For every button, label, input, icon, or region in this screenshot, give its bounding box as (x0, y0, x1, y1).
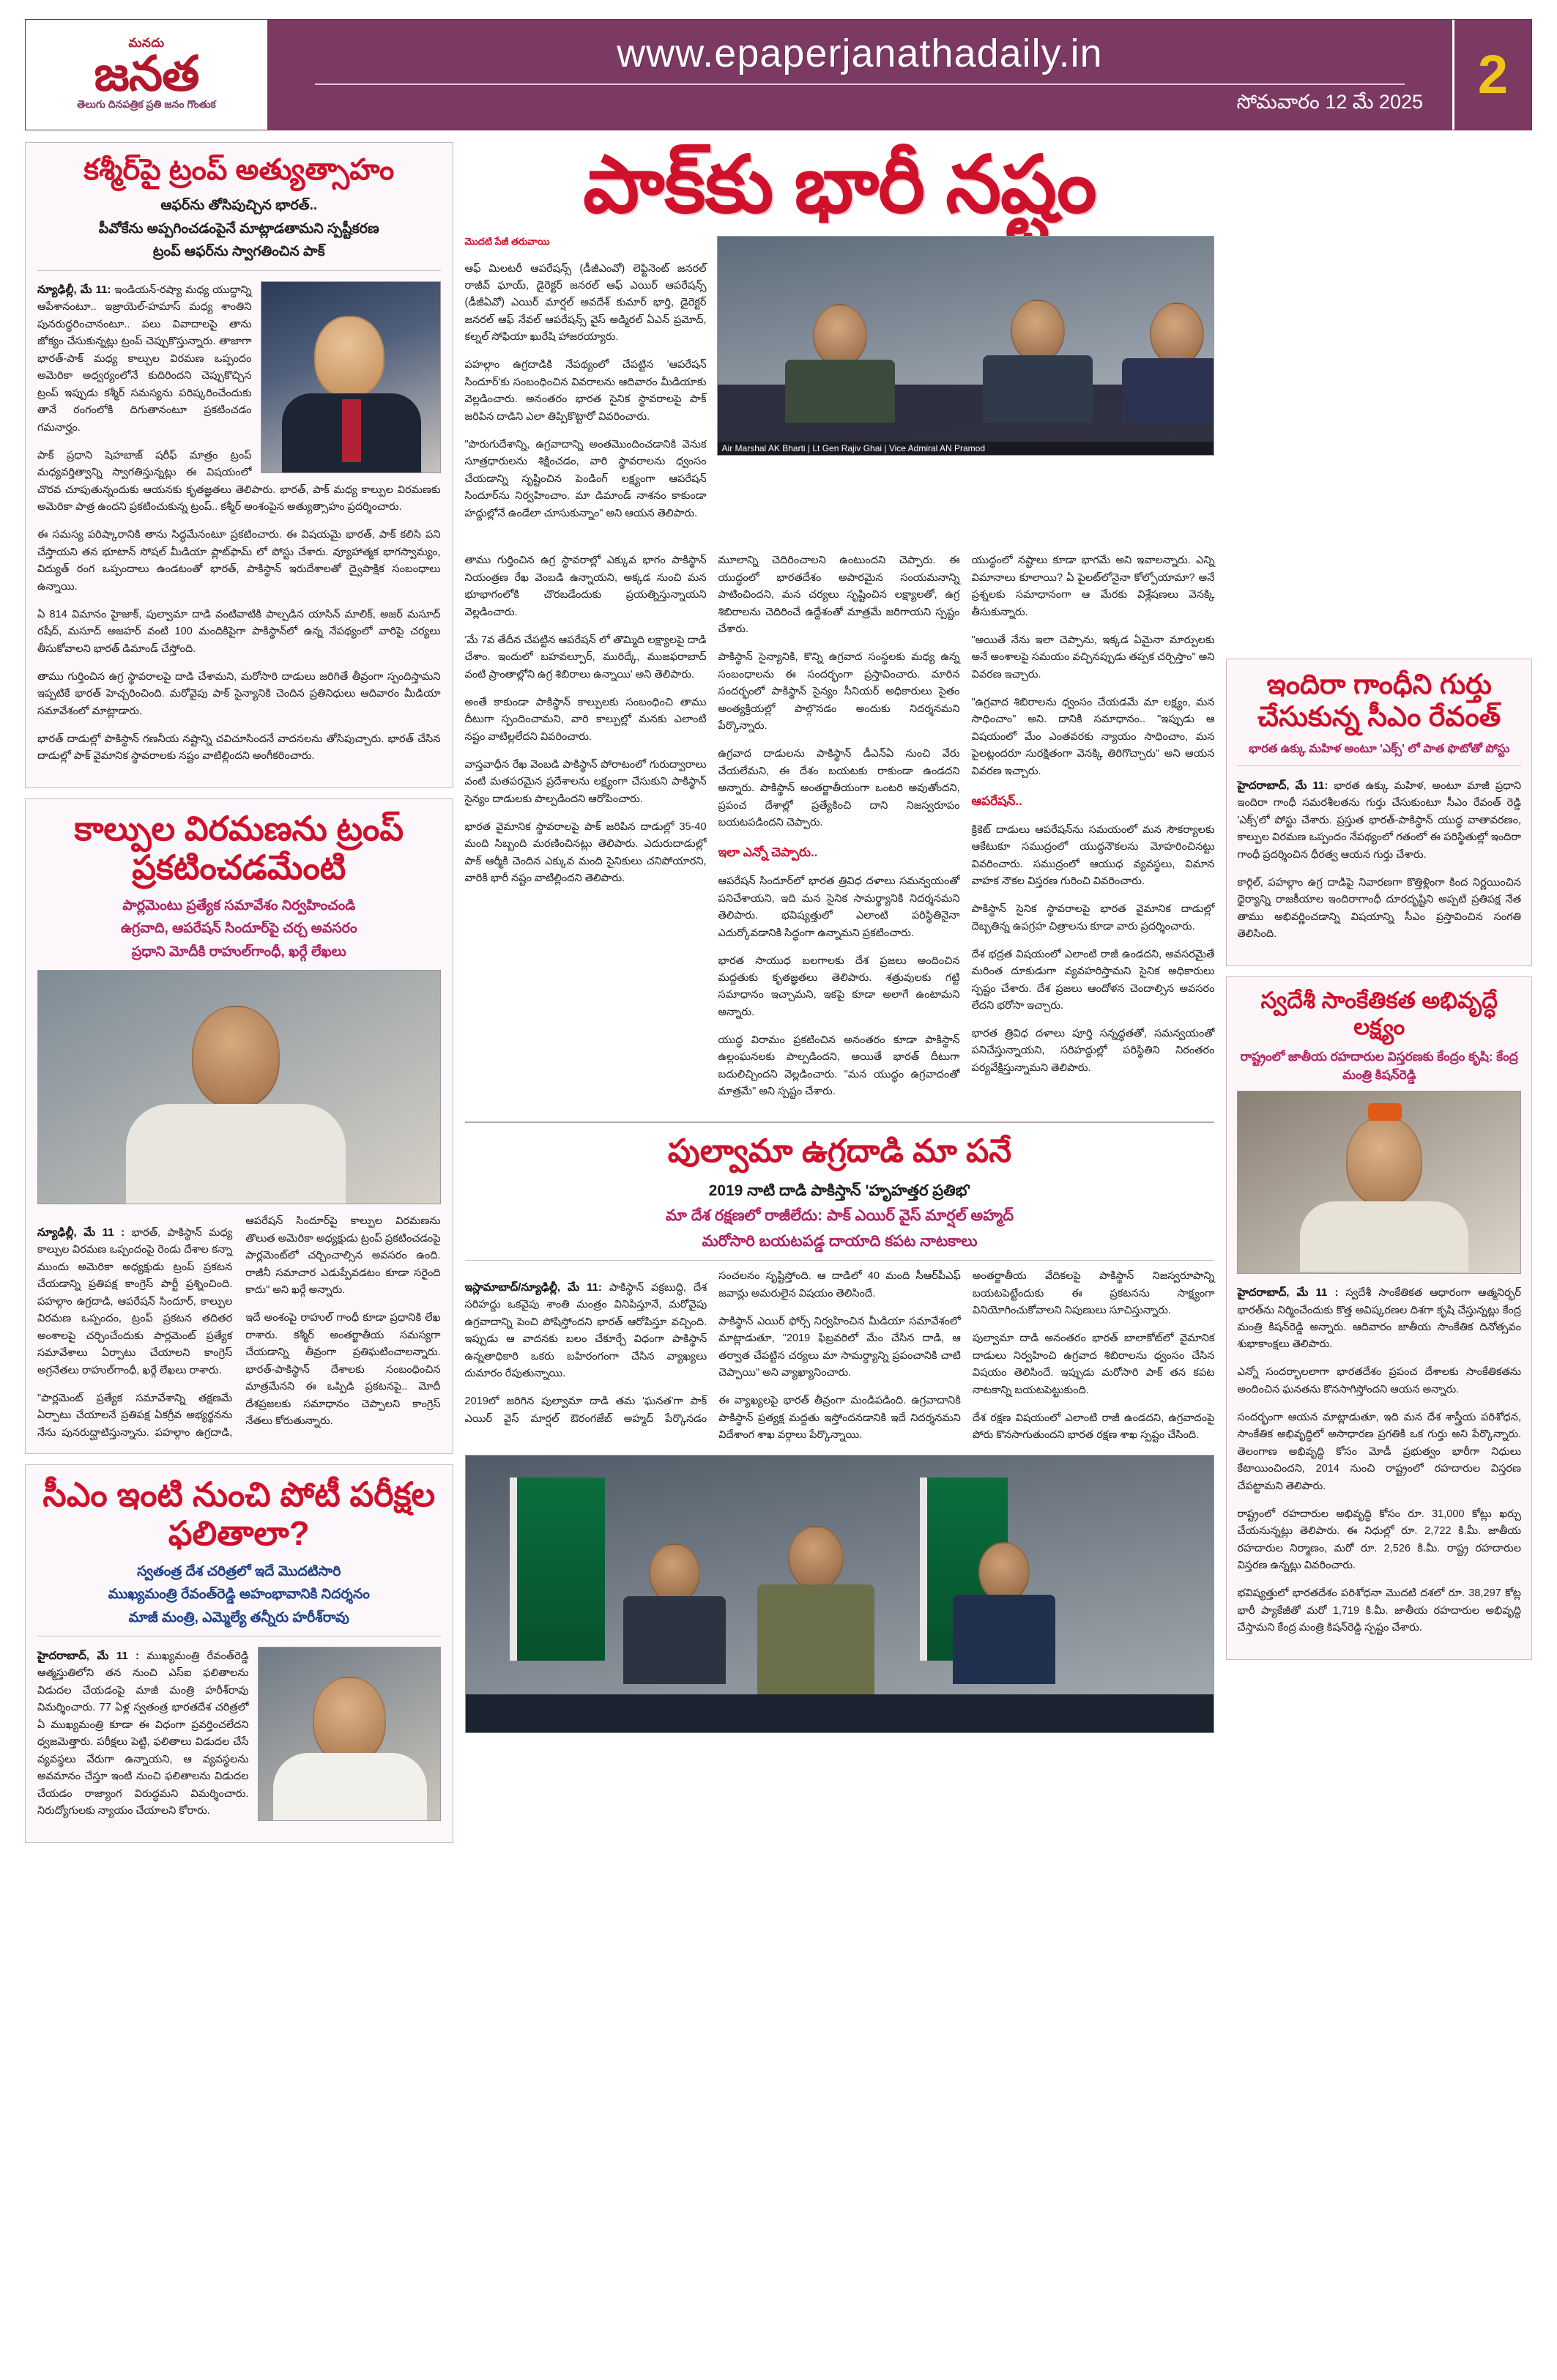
paragraph: పాకిస్థాన్ సైనిక స్థావరాలపై భారత వైమానిక దాడుల్లో దెబ్బతిన్న ఉపగ్రహ చిత్రాలను కూడా వారు ప్రదర్శించారు. (971, 903, 1215, 933)
logo-main-text: జనత (94, 45, 199, 100)
paragraph: యుద్ధ విరామం ప్రకటించిన అనంతరం కూడా పాకిస్థాన్ ఉల్లంఘనలకు పాల్పడిందని, అయితే భారత్ దీటుగా బదులిచ్చిందని వెల్లడించారు. "మన యుద్ధం ఉగ్రవాదంతో మాత్రమే" అని స్పష్టం చేశారు. (718, 1034, 960, 1098)
rule (465, 1260, 1215, 1261)
article-kicker-1: ఆఫర్‌ను తోసిపుచ్చిన భారత్.. (160, 198, 318, 213)
paragraph: భారత వైమానిక స్థావరాలపై పాక్ జరిపిన దాడుల్లో 35-40 మంది సిబ్బంది మరణించినట్లు తెలిపారు. ఎదురుదాడుల్లో పాక్ ఆర్మీకి చెందిన ఎక్కువ మంది సైనికులు చనిపోయారని, వారికి భారీ నష్టం వాటిల్లిందని తెలిపారు. (464, 820, 707, 885)
main-columns (465, 542, 1215, 1112)
article-kicker-1: పార్లమెంటు ప్రత్యేక సమావేశం నిర్వహించండి (122, 897, 356, 913)
paragraph: దేశ భద్రత విషయంలో ఎలాంటి రాజీ ఉండదని, అవసరమైతే మరింత దూకుడుగా వ్యవహరిస్తామని సైనిక అధికారులు స్పష్టం చేశారు. దేశ ప్రజలు ఆందోళన చెందాల్సిన అవసరం లేదని భరోసా ఇచ్చారు. (971, 948, 1215, 1012)
photo-trump (261, 281, 441, 473)
photo-military-briefing (717, 236, 1215, 456)
paragraph: పాకిస్థాన్ సైన్యానికి, కొన్ని ఉగ్రవాద సంస్థలకు మధ్య ఉన్న సంబంధాలను ఈ సందర్భంగా ప్రస్తావించారు. మారిన సందర్భంలో పాకిస్థాన్ సైన్యం సీనియర్ అధికారులు సైతం అంత్యక్రియల్లో పాల్గొనడం అందుకు నిదర్శనమని పేర్కొన్నారు. (718, 651, 960, 733)
continued-from-label: మొదటి పేజీ తరువాయి (464, 236, 550, 247)
paragraph: తాము గుర్తించిన ఉగ్ర స్థావరాలపై దాడి చేశామని, మరోసారి దాడులు జరిగితే తీవ్రంగా స్పందిస్తామని ఇప్పటికే భారత్ హెచ్చరించింది. మరోవైపు పాక్ సైన్యానికి చెందిన ప్రతినిధులు ఆదివారం మీడియా సమావేశంలో మాట్లాడారు. (37, 670, 441, 717)
paragraph: భారత్, పాకిస్థాన్ మధ్య కాల్పుల విరమణ ఒప్పందంపై రెండు దేశాల కన్నా ముందు అమెరికా అధ్యక్షుడు ట్రంప్ ప్రకటన చేయడాన్ని ప్రతిపక్ష కాంగ్రెస్ పార్టీ ప్రశ్నించింది. పహల్గాం ఉగ్రదాడి, ఆపరేషన్ సిందూర్, కాల్పుల విరమణ ఒప్పందం, ట్రంప్ ప్రకటన తదితర అంశాలపై చర్చించేందుకు పార్లమెంట్ ప్రత్యేక సమావేశాలు ఏర్పాటు చేయాలని కాంగ్రెస్ అగ్రనేతలు రాహుల్‌గాంధీ, ఖర్గే లేఖలు రాశారు. (37, 1226, 233, 1376)
paragraph: పాకిస్థాన్ వక్రబుద్ధి, దేశ సరిహద్దు ఒకవైపు శాంతి మంత్రం వినిపిస్తూనే, మరోవైపు ఉగ్రవాదాన్ని పెంచి పోషిస్తోందని భారత్ ఆరోపిస్తూ వచ్చింది. ఇప్పుడు ఆ వాదనకు బలం చేకూర్చే విధంగా పాకిస్థాన్ ఉన్నతాధికారి ఒకరు బహిరంగంగా చేసిన వ్యాఖ్యలు దుమారం రేపుతున్నాయి. (464, 1281, 707, 1380)
masthead (25, 19, 1532, 130)
face-shape (314, 316, 384, 398)
dateline: హైదరాబాద్, మే 11 : (1237, 1286, 1339, 1300)
paragraph: "పార్లమెంట్ ప్రత్యేక సమావేశాన్ని తక్షణమే ఏర్పాటు చేయాలనే ప్రతిపక్ష ఏకగ్రీవ అభ్యర్థనను నేను పునరుద్ఘాటిస్తున్నాను. పహల్గాం ఉగ్రదాడి, ఆపరేషన్ సిందూర్‌పై కాల్పుల విరమణను తొలుత అమెరికా అధ్యక్షుడు ట్రంప్ ప్రకటించడంపై పార్లమెంట్‌లో చర్చించాల్సిన అవసరం ఉంది. రాజీనీ సమాచార ఎడుప్పేవడటం కూడా సరైంది కాదు" అని ఖర్గే అన్నారు. (37, 1215, 441, 1439)
website-url[interactable]: www.epaperjanathadaily.in (617, 31, 1103, 75)
photo-figures (261, 282, 440, 472)
paragraph: భారత త్రివిధ దళాలు పూర్తి సన్నద్ధతతో, సమన్వయంతో పనిచేస్తున్నాయని, సరిహద్దుల్లో పరిస్థితిని నిరంతరం పర్యవేక్షిస్తున్నామని తెలిపారు. (971, 1027, 1215, 1074)
flag-shape (510, 1478, 605, 1661)
right-spacer (1226, 142, 1532, 659)
face-shape (813, 304, 867, 367)
uniform-shape (623, 1596, 726, 1684)
main-left-text (465, 236, 707, 533)
article-body (1237, 777, 1521, 944)
photo-harish-rao (258, 1647, 441, 1821)
paragraph: పాకిస్థాన్ ఎయిర్ ఫోర్స్ నిర్వహించిన మీడియా సమావేశంలో మాట్లాడుతూ, "2019 ఫిబ్రవరిలో మేం చేసిన దాడి, ఆ తర్వాత చేపట్టిన చర్యలు మా సామర్థ్యాన్ని ప్రపంచానికి చాటి చెప్పాయి" అని వ్యాఖ్యానించారు. (718, 1315, 961, 1379)
paragraph: పుల్వామా దాడి అనంతరం భారత్ బాలాకోట్‌లో వైమానిక దాడులు నిర్వహించి ఉగ్రవాద శిబిరాలను ధ్వంసం చేసిన విషయం తెలిసిందే. ఇప్పుడు మరోసారి పాక్ తన కపట నాటకాన్ని బయటపెట్టుకుంది. (972, 1332, 1215, 1396)
paragraph: ఈ సమస్య పరిష్కారానికి తాను సిద్ధమేనంటూ ప్రకటించారు. ఈ విషయమై భారత్, పాక్ కలిసి పని చేస్తాయని తన భూటాన్ సోషల్ మీడియా ప్లాట్‌ఫామ్ లో పోస్టు చేశారు. వ్యూహాత్మక భాగస్వామ్యం, విద్యుత్ రంగ ఒప్పందాలు ఉండటంతో భారత్, పాకిస్థాన్ ఇరుదేశాలతో ద్వైపాక్షిక సంబంధాలు ఉన్నాయి. (37, 529, 441, 593)
article-kicker-2: ఉగ్రవాది, ఆపరేషన్ సిందూర్‌పై చర్చ అవసరం (120, 921, 357, 937)
logo-small-text: మనదు (128, 35, 165, 50)
tie-shape (342, 399, 361, 462)
rule (37, 270, 441, 271)
page-content (25, 142, 1532, 2347)
middle-column (465, 142, 1215, 2347)
page-number: 2 (1477, 44, 1509, 105)
paragraph: ఇండియన్-రష్యా మధ్య యుద్ధాన్ని ఆపేశానంటూ.. ఇజ్రాయెల్-హమాస్ మధ్య శాంతిని పునరుద్ధరించానంటూ.. పలు వివాదాలపై తాను జోక్యం చేసుకున్నట్లు ట్రంప్ చెప్పుకొస్తున్నారు. తాజాగా భారత్-పాక్ మధ్య కాల్పుల విరమణ ఒప్పందం అమెరికా అధ్వర్యంలోనే కుదిరిందని చెప్పుకొచ్చిన ట్రంప్ ఇప్పుడు కశ్మీర్ సమస్యను పరిష్కరించేందుకు తానే రంగంలోకి దిగుతానంటూ ప్రకటించడం గమనార్హం. (37, 284, 252, 434)
face-shape (192, 1006, 280, 1108)
subhead-aparesan: ఆపరేషన్.. (971, 793, 1022, 808)
kurta-shape (126, 1104, 346, 1204)
paragraph: భారత ఉక్కు మహిళ, అంటూ మాజీ ప్రధాని ఇందిరా గాంధీ సమరశీలతను గుర్తు చేసుకుంటూ సీఎం రేవంత్ రెడ్డి 'ఎక్స్'లో పోస్టు చేశారు. ప్రస్తుత భారత్-పాకిస్థాన్ యుద్ధ వాతావరణం, కాల్పుల విరమణ ఒప్పందం నేపథ్యంలో గతంలో ఈ పరిస్థితుల్లో ఇందిరా గాంధీ ప్రదర్శించిన ధీరత్వ ఆయన గుర్తు చేశారు. (1237, 779, 1521, 861)
logo-subtitle: తెలుగు దినపత్రిక ప్రతి జనం గొంతుక (77, 98, 216, 111)
masthead-center (267, 31, 1452, 119)
article-body (465, 1268, 1215, 1446)
paragraph: పహల్గాం ఉగ్రదాడికి నేపథ్యంలో చేపట్టిన 'ఆపరేషన్ సిందూర్'కు సంబంధించిన వివరాలను ఆదివారం మీడియాకు వెల్లడించారు. అనంతరం భారత సైనిక స్థావరాలపై పాక్ జరిపిన దాడిని ఎలా తిప్పికొట్టారో వివరించారు. (464, 359, 707, 423)
paragraph: వాస్తవాధీన రేఖ వెంబడి పాకిస్థాన్ పోరాటంలో గురుద్వారాలు వంటి మతపరమైన ప్రదేశాలను లక్ష్యంగా చేసుకుని పాకిస్థాన్ సైన్యం దాడులకు పాల్పడిందని ఆరోపించారు. (464, 758, 707, 805)
paragraph: స్వదేశీ సాంకేతికత ఆధారంగా ఆత్మనిర్భర్ భారత్‌ను నిర్మించేందుకు కొత్త అవిష్కరణల దిశగా కృషి చేస్తున్నట్లు కేంద్ర మంత్రి కిషన్‌రెడ్డి అన్నారు. ఆదివారం జాతీయ సాంకేతిక దినోత్సవం శుభాకాంక్షలు తెలిపారు. (1237, 1287, 1521, 1351)
main-body-col2 (718, 542, 960, 1112)
uniform-shape (757, 1584, 874, 1694)
face-shape (788, 1526, 844, 1590)
left-column (25, 142, 453, 2347)
photo-figures (38, 971, 440, 1204)
paragraph: ఇదే అంశంపై రాహుల్ గాంధీ కూడా ప్రధానికి లేఖ రాశారు. కశ్మీర్ అంతర్జాతీయ సమస్యగా చేయడాన్ని తీవ్రంగా ప్రతిఘటించాలన్నారు. భారత్-పాకిస్థాన్ దేశాలకు సంబంధించిన మాత్రమేనని ఈ ఒప్పిడి ప్రకటనపై.. మోదీ దేశప్రజలకు సమాధానం చెప్పాలని కాంగ్రెస్ నేతలు కోరుతున్నారు. (245, 1312, 441, 1428)
article-swadeshi-technology (1226, 976, 1532, 1660)
paragraph: "ఉగ్రవాద శిబిరాలను ధ్వంసం చేయడమే మా లక్ష్యం, మన సాధించాం" అని. దానికి సమాధానం.. "ఇప్పుడు ఆ విషయంలో మేం ఎంతవరకు న్యాయం సాధించాం, మన పైలట్లందరూ సురక్షితంగా వెనక్కి తిరిగొచ్చారు" అని ఆయన వివరణ ఇచ్చారు. (971, 696, 1215, 777)
paragraph: సందర్భంగా ఆయన మాట్లాడుతూ, ఇది మన దేశ శాస్త్రీయ పరిశోధన, సాంకేతిక అభివృద్ధిలో అసాధారణ ప్రగతికి ఒక గుర్తు అని పేర్కొన్నారు. తెలంగాణ అభివృద్ధి కోసం మోడీ ప్రభుత్వం భారీగా నిధులు కేటాయించిందని, 2014 నుంచి రాష్ట్రంలో రహదారుల విస్తరణ చేపట్టామని తెలిపారు. (1237, 1411, 1521, 1492)
table-shape (466, 1694, 1214, 1732)
tilak-shape (1368, 1103, 1402, 1121)
article-headline: కశ్మీర్‌పై ట్రంప్ అత్యుత్సాహం (83, 154, 395, 186)
paragraph: ఆఫ్ మిలటరీ ఆపరేషన్స్ (డీజీఎంవో) లెఫ్టినెంట్ జనరల్ రాజీవ్ ఘాయ్, డైరెక్టర్ జనరల్ ఆఫ్ ఎయిర్ ఆపరేషన్స్ (డీజీఏవో) ఎయిర్ మార్షల్ అవదేశ్ కుమార్ భార్తి, డైరెక్టర్ జనరల్ ఆఫ్ నేవల్ ఆపరేషన్స్ వైస్ అడ్మిరల్ ఏఎన్ ప్రమోద్, కల్నల్ సోఫియా ఖురేషి హాజరయ్యారు. (464, 262, 707, 344)
paragraph: "అయితే నేను ఇలా చెప్పాను, ఇక్కడ ఏమైనా మార్పులకు అనే అంశాలపై సమయం వచ్చినప్పుడు తప్పక చర్చిస్తాం" అని వివరణ ఇచ్చారు. (971, 634, 1215, 681)
article-kashmir-trump (25, 142, 453, 788)
paragraph: ఆపరేషన్ సిందూర్‌లో భారత త్రివిధ దళాలు సమన్వయంతో పనిచేశాయని, ఇది మన సైనిక సామర్థ్యానికి నిదర్శనమని తెలిపారు. భవిష్యత్తులో ఎలాంటి పరిస్థితినైనా ఎదుర్కోవడానికి సిద్ధంగా ఉన్నామని ప్రకటించారు. (718, 875, 960, 939)
article-headline: ఇందిరా గాంధీని గుర్తు చేసుకున్న సీఎం రేవంత్ (1257, 670, 1501, 733)
article-kicker-1: 2019 నాటి దాడి పాకిస్తాన్ 'హృహత్తర ప్రతిభ' (708, 1182, 971, 1199)
face-shape (1150, 303, 1204, 366)
main-body-col1 (465, 542, 707, 1112)
section-divider (465, 1122, 1215, 1123)
face-shape (1011, 300, 1065, 363)
newspaper-logo (26, 20, 267, 130)
article-kicker-3: ప్రధాని మోదీకి రాహుల్‌గాంధీ, ఖర్గే లేఖలు (131, 944, 346, 960)
face-shape (978, 1542, 1030, 1602)
paragraph: 2019లో జరిగిన పుల్వామా దాడి తమ 'ఘనత'గా పాక్ ఎయిర్ వైస్ మార్షల్ ఔరంగజేబ్ అహ్మద్ పేర్కొనడం సంచలనం సృష్టిస్తోంది. ఆ దాడిలో 40 మంది సీఆర్‌పీఎఫ్ జవాన్లు అమరులైన విషయం తెలిసిందే. (464, 1270, 961, 1425)
paragraph: కార్గిల్, పహల్గాం ఉగ్ర దాడిపై నివారణగా కొత్తిళ్లింగా కింద నిర్ణయించిన ధైర్యాన్ని రాజకీయాల ఇందిరాగాంధీ దూరదృష్టిని అప్పటి ప్రతిపక్ష నేత తాము అభివర్ణించడాన్ని విషయాన్ని సీఎం ప్రస్తావించిన సంగతి తెలిసింది. (1237, 876, 1521, 941)
paragraph: క్రికెట్ దాడులు ఆపరేషన్‌ను సమయంలో మన సౌకర్యాలకు ఆకేటుకూ సముద్రంలో యుద్ధనౌకలను మోహరించినట్టు వివరించారు. సముద్రంలో ఆయుధ వ్యవస్థలు, విమాన వాహక నౌకల విస్తరణ గురించి వివరించారు. (971, 823, 1215, 888)
article-kicker: రాష్ట్రంలో జాతీయ రహదారుల విస్తరణకు కేంద్రం కృషి: కేంద్ర మంత్రి కిషన్‌రెడ్డి (1240, 1049, 1518, 1083)
paragraph: అంతర్జాతీయ వేదికలపై పాకిస్థాన్ నిజస్వరూపాన్ని బయటపెట్టేందుకు ఈ ప్రకటనను సాక్ష్యంగా వినియోగించుకోవాలని నిపుణులు సూచిస్తున్నారు. (972, 1270, 1215, 1317)
article-headline: స్వదేశీ సాంకేతికత అభివృద్ధే లక్ష్యం (1260, 987, 1498, 1039)
paragraph: ఉగ్రవాద దాడులను పాకిస్థాన్ డీఎన్‌ఏ నుంచి వేరు చేయలేమని, ఈ దేశం బయటకు రాకుండా ఉండదని అన్నారు. పాకిస్థాన్ అంతర్జాతీయంగా ఒంటరి అవుతోందని, ప్రపంచ దేశాల్లో ప్రత్యేకించి దాని నిజస్వరూపం బయటపడిందని చెప్పారు. (718, 748, 960, 829)
dateline: న్యూఢిల్లీ, మే 11: (37, 283, 111, 296)
paragraph: ముఖ్యమంత్రి రేవంత్‌రెడ్డి ఆత్మస్తుతిలోని తన నుంచి ఎస్‌ఐ ఫలితాలను విడుదల చేయడంపై మాజీ మంత్రి హరీశ్‌రావు విమర్శించారు. 77 ఏళ్ల స్వతంత్ర భారతదేశ చరిత్రలో ఏ ముఖ్యమంత్రి కూడా ఈ విధంగా ప్రవర్తించలేదని ధ్వజమెత్తారు. పరీక్షలు పెట్టి, ఫలితాలు విడుదల చేసే వ్యవస్థలు వేరుగా ఉన్నాయని, ఆ వ్యవస్థలను అవమానం చేస్తూ ఇంటి నుంచి ఫలితాలను విడుదల చేయడం రాజ్యాంగ విరుద్ధమని విమర్శించారు. నిరుద్యోగులకు న్యాయం చేయాలని కోరారు. (37, 1650, 249, 1817)
uniform-shape (1122, 358, 1215, 424)
page-number-box (1452, 20, 1531, 130)
paragraph: పాక్ ప్రధాని షెహబాజ్ షరీఫ్ మాత్రం ట్రంప్ మధ్యవర్తిత్వాన్ని స్వాగతిస్తున్నట్లు ఈ విషయంలో చొరవ చూపుతున్నందుకు ఆయనకు కృతజ్ఞతలు తెలిపారు. భారత్, పాక్ మధ్య కాల్పుల విరమణకు అమెరికా పాత్ర ఉందని ప్రకటించుకున్న ట్రంప్.. కశ్మీర్ అంశంపైన అత్యుత్సాహం ప్రదర్శించారు. (37, 449, 441, 514)
article-headline: పుల్వామా ఉగ్రదాడి మా పనే (667, 1133, 1012, 1170)
paragraph: అంతే కాకుండా పాకిస్థాన్ కాల్పులకు సంబంధించి తాము దీటుగా స్పందించామని, వారి కాల్పుల్లో మనకు ఎలాంటి నష్టం వాటిల్లలేదని వివరించారు. (464, 696, 707, 743)
article-headline: సీఎం ఇంటి నుంచి పోటీ పరీక్షల ఫలితాలా? (42, 1475, 436, 1553)
photo-caption: Air Marshal AK Bharti | Lt Gen Rajiv Ghai | Vice Admiral AN Pramod (718, 442, 1214, 455)
photo-figures (259, 1647, 440, 1820)
masthead-divider (315, 84, 1405, 85)
paragraph: యుద్ధంలో నష్టాలు కూడా భాగమే అని ఇవాలన్నారు. ఎన్ని విమానాలు కూలాయి? ఏ పైలట్‌లోనైనా కోల్పోయామా? అనే ప్రశ్నలకు సమాధానంగా ఆ మేరకు విశ్లేషణలు వెనక్కి తీసుకున్నారు. (971, 555, 1215, 618)
article-pulwama (465, 1133, 1215, 1733)
paragraph: 'మే 7వ తేదీన చేపట్టిన ఆపరేషన్ లో తొమ్మిది లక్ష్యాలపై దాడి చేశాం. ఇందులో బహవల్పూర్, మురిద్కే, ముజఫరాబాద్ వంటి ప్రాంతాల్లోని ఉగ్ర శిబిరాలు ఉన్నాయి' అని తెలిపారు. (464, 634, 707, 681)
main-body-col3 (972, 542, 1215, 1112)
photo-pak-press-conference (465, 1455, 1215, 1733)
article-ceasefire-trump (25, 798, 453, 1454)
kurta-shape (1300, 1201, 1468, 1272)
article-kicker-2: పీవోకేను అప్పగించడంపైనే మాట్లాడతామని స్పష్టీకరణ (98, 220, 379, 237)
article-kicker-1: స్వతంత్ర దేశ చరిత్రలో ఇదే మొదటిసారి (137, 1563, 341, 1579)
dateline: హైదరాబాద్, మే 11: (1237, 779, 1329, 792)
article-kicker-3: ట్రంప్ ఆఫర్‌ను స్వాగతించిన పాక్ (152, 244, 325, 259)
article-kicker-2: మా దేశ రక్షణలో రాజీలేదు: పాక్ ఎయిర్ వైస్ మార్షల్ అహ్మద్ (665, 1207, 1014, 1225)
paragraph: దేశ రక్షణ విషయంలో ఎలాంటి రాజీ ఉండదని, ఉగ్రవాదంపై పోరు కొనసాగుతుందని భారత రక్షణ శాఖ స్పష్టం చేసింది. (972, 1412, 1215, 1442)
main-headline: పాక్‌కు భారీ నష్టం (583, 140, 1096, 229)
dateline: హైదరాబాద్, మే 11 : (37, 1649, 140, 1662)
paragraph: రాష్ట్రంలో రహదారుల అభివృద్ధి కోసం రూ. 31,000 కోట్లు ఖర్చు చేయనున్నట్లు తెలిపారు. ఈ నిధుల్లో రూ. 2,722 కి.మీ. జాతీయ రహదారుల నిర్మాణం, మరో రూ. 2,526 కి.మీ. రాష్ట్ర రహదారుల విస్తరణ ఉన్నట్లు వివరించారు. (1237, 1508, 1521, 1572)
face-shape (313, 1677, 386, 1763)
uniform-shape (953, 1595, 1055, 1684)
right-column (1226, 142, 1532, 2347)
paragraph: ఈ వ్యాఖ్యలపై భారత్ తీవ్రంగా మండిపడింది. ఉగ్రవాదానికి పాకిస్థాన్ ప్రత్యక్ష మద్దతు ఇస్తోందనడానికి ఇదే నిదర్శనమని విదేశాంగ శాఖ వర్గాలు పేర్కొన్నాయి. (718, 1395, 961, 1442)
paragraph: భారత సాయుధ బలగాలకు దేశ ప్రజలు అందించిన మద్దతుకు కృతజ్ఞతలు తెలిపారు. శత్రువులకు గట్టి సమాధానం ఇచ్చామని, ఇకపై కూడా అలాగే ఉంటామని అన్నారు. (718, 954, 960, 1018)
uniform-shape (983, 355, 1093, 423)
main-photo-wrap (717, 236, 1215, 533)
article-body (37, 1213, 441, 1442)
article-kicker: భారత ఉక్కు మహిళ అంటూ 'ఎక్స్' లో పాత ఫొటోతో పోస్టు (1249, 743, 1510, 756)
paragraph: ఏ 814 విమానం హైజాక్, పుల్వామా దాడి వంటివాటికి పాల్పడిన యాసిన్ మాలిక్, అజర్ మసూద్ రషీద్, మసూద్ అజహర్ వంటి 100 మందికిపైగా పాకిస్థాన్‌లో ఉన్న నేపథ్యంలో వారిపై చర్యలు తీసుకోవాలని భారత్ డిమాండ్ చేస్తోంది. (37, 608, 441, 655)
dateline: న్యూఢిల్లీ, మే 11 : (37, 1226, 125, 1239)
face-shape (1346, 1116, 1422, 1206)
photo-kishan-reddy (1237, 1091, 1521, 1274)
paragraph: ఎన్నో సందర్భాలలాగా భారతదేశం ప్రపంచ దేశాలకు సాంకేతికతను అందించిన ఘనతను కొనసాగిస్తోందని ఆయన అన్నారు. (1237, 1366, 1521, 1395)
face-shape (649, 1543, 700, 1604)
article-kicker-3: మాజీ మంత్రి, ఎమ్మెల్యే తన్నీరు హరీశ్‌రావు (128, 1609, 349, 1625)
publication-date: సోమవారం 12 మే 2025 (1236, 91, 1423, 113)
main-body-left (465, 261, 707, 523)
article-indira-gandhi (1226, 659, 1532, 966)
article-body (1237, 1284, 1521, 1637)
paragraph: మూలాన్ని చెదిరించాలని ఉంటుందని చెప్పారు. ఈ యుద్ధంలో భారతదేశం అపారమైన సంయమనాన్ని పాటించిందని, మన చర్యలు సృష్టించిన లక్ష్యాలతో, ఉగ్ర శిబిరాలను చెదిరించే ఉద్దేశంతో మాత్రమే జరిగాయని స్పష్టం చేశారు. (718, 555, 960, 636)
photo-rahul-gandhi (37, 970, 441, 1204)
paragraph: భవిష్యత్తులో భారతదేశం పరిశోధనా మెుదటి దశలో రూ. 38,297 కోట్ల భారీ ప్యాకేజీతో మరో 1,719 కి.మీ. జాతీయ రహదారుల అభివృద్ధి చేస్తామని కేంద్ర మంత్రి కిషన్‌రెడ్డి స్పష్టం చేశారు. (1237, 1587, 1521, 1634)
paragraph: భారత్ దాడుల్లో పాకిస్థాన్ గణనీయ నష్టాన్ని చవిచూసిందనే వాదనలను తోసిపుచ్చారు. భారత్ చేసిన దాడుల్లో పాక్ వైమానిక స్థావరాలకు నష్టం వాటిల్లిందని అంగీకరించారు. (37, 733, 441, 763)
uniform-shape (785, 360, 895, 423)
subhead-ilaa-enno: ఇలా ఎన్నో చెప్పారు.. (718, 845, 818, 860)
paragraph: తాము గుర్తించిన ఉగ్ర స్థావరాల్లో ఎక్కువ భాగం పాకిస్థాన్ నియంత్రణ రేఖ వెంబడి ఉన్నాయని, అక్కడ నుంచి మన భూభాగంలోకి చొరబడేందుకు ప్రయత్నిస్తున్నాయని వెల్లడించారు. (464, 555, 707, 618)
rule (1237, 765, 1521, 766)
article-headline: కాల్పుల విరమణను ట్రంప్ ప్రకటించడమేంటి (74, 809, 404, 886)
article-exam-results (25, 1464, 453, 1843)
paragraph: "పొరుగుదేశాన్ని, ఉగ్రవాదాన్ని అంతమొందించడానికి వెనుక సూత్రధారులను శిక్షించడం, వారి స్థావరాలను ధ్వంసం చేయడాన్ని సృష్టించిన పెండింగ్ లక్ష్యంగా ఆపరేషన్ సిందూర్‌ను నిర్వహించాం. మా డిమాండ్ నాశనం కాకుండా హద్దుల్లోనే ఉండేలా చూసుకున్నాం" అని ఆయన తెలిపారు. (464, 438, 707, 519)
main-top-row (465, 236, 1215, 533)
shirt-shape (273, 1753, 427, 1821)
article-kicker-3: మరోసారి బయటపడ్డ దాయాది కపట నాటకాలు (702, 1232, 978, 1250)
dateline: ఇస్లామాబాద్/న్యూఢిల్లీ, మే 11: (464, 1280, 602, 1294)
article-kicker-2: ముఖ్యమంత్రి రేవంత్‌రెడ్డి అహంభావానికి నిదర్శనం (108, 1587, 370, 1603)
